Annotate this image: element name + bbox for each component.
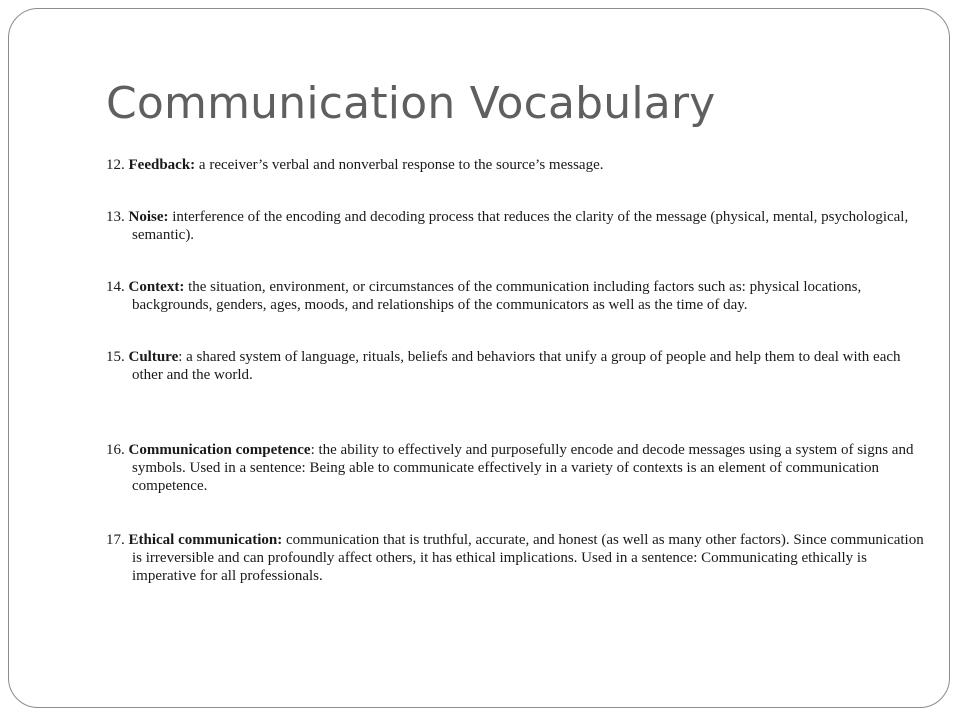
vocab-entry-noise (106, 208, 932, 244)
entry-number: 17. (106, 532, 125, 548)
entry-term: Noise: (128, 209, 169, 225)
entry-term: Context: (128, 279, 185, 295)
entry-definition: a receiver’s verbal and nonverbal response to the source’s message. (198, 157, 604, 173)
entry-term: Feedback: (128, 157, 196, 173)
vocab-entry-context (106, 278, 932, 314)
entry-number: 13. (106, 209, 125, 225)
entry-definition: the situation, environment, or circumstances of the communication including factors such as: physical locations, backgrounds, genders, ages, moods, and relationships of the communicators as well as the time of day. (132, 279, 862, 313)
entry-term: Ethical communication: (128, 532, 283, 548)
entry-number: 15. (106, 349, 125, 365)
entry-definition: : the ability to effectively and purposefully encode and decode messages using a system of signs and symbols. Used in a sentence: Being able to communicate effectively in a variety of contexts is an element of communication competence. (132, 442, 914, 494)
vocab-entry-ethical-communication (106, 531, 932, 585)
vocab-entry-culture (106, 348, 932, 384)
entry-definition: : a shared system of language, rituals, beliefs and behaviors that unify a group of people and help them to deal with each other and the world. (132, 349, 901, 383)
entry-definition: communication that is truthful, accurate, and honest (as well as many other factors). Since communication is irreversible and can profoundly affect others, it has ethical implications. Used in a sentence: Communicating ethically is imperative for all professionals. (132, 532, 924, 584)
entry-number: 16. (106, 442, 125, 458)
entry-number: 12. (106, 157, 125, 173)
entry-number: 14. (106, 279, 125, 295)
entry-term: Culture (128, 349, 179, 365)
entry-term: Communication competence (128, 442, 311, 458)
vocab-entry-communication-competence (106, 441, 932, 495)
slide-title: Communication Vocabulary (106, 78, 716, 129)
vocab-entry-feedback (106, 156, 932, 174)
entry-definition: interference of the encoding and decoding process that reduces the clarity of the message (physical, mental, psychological, semantic). (132, 209, 909, 243)
